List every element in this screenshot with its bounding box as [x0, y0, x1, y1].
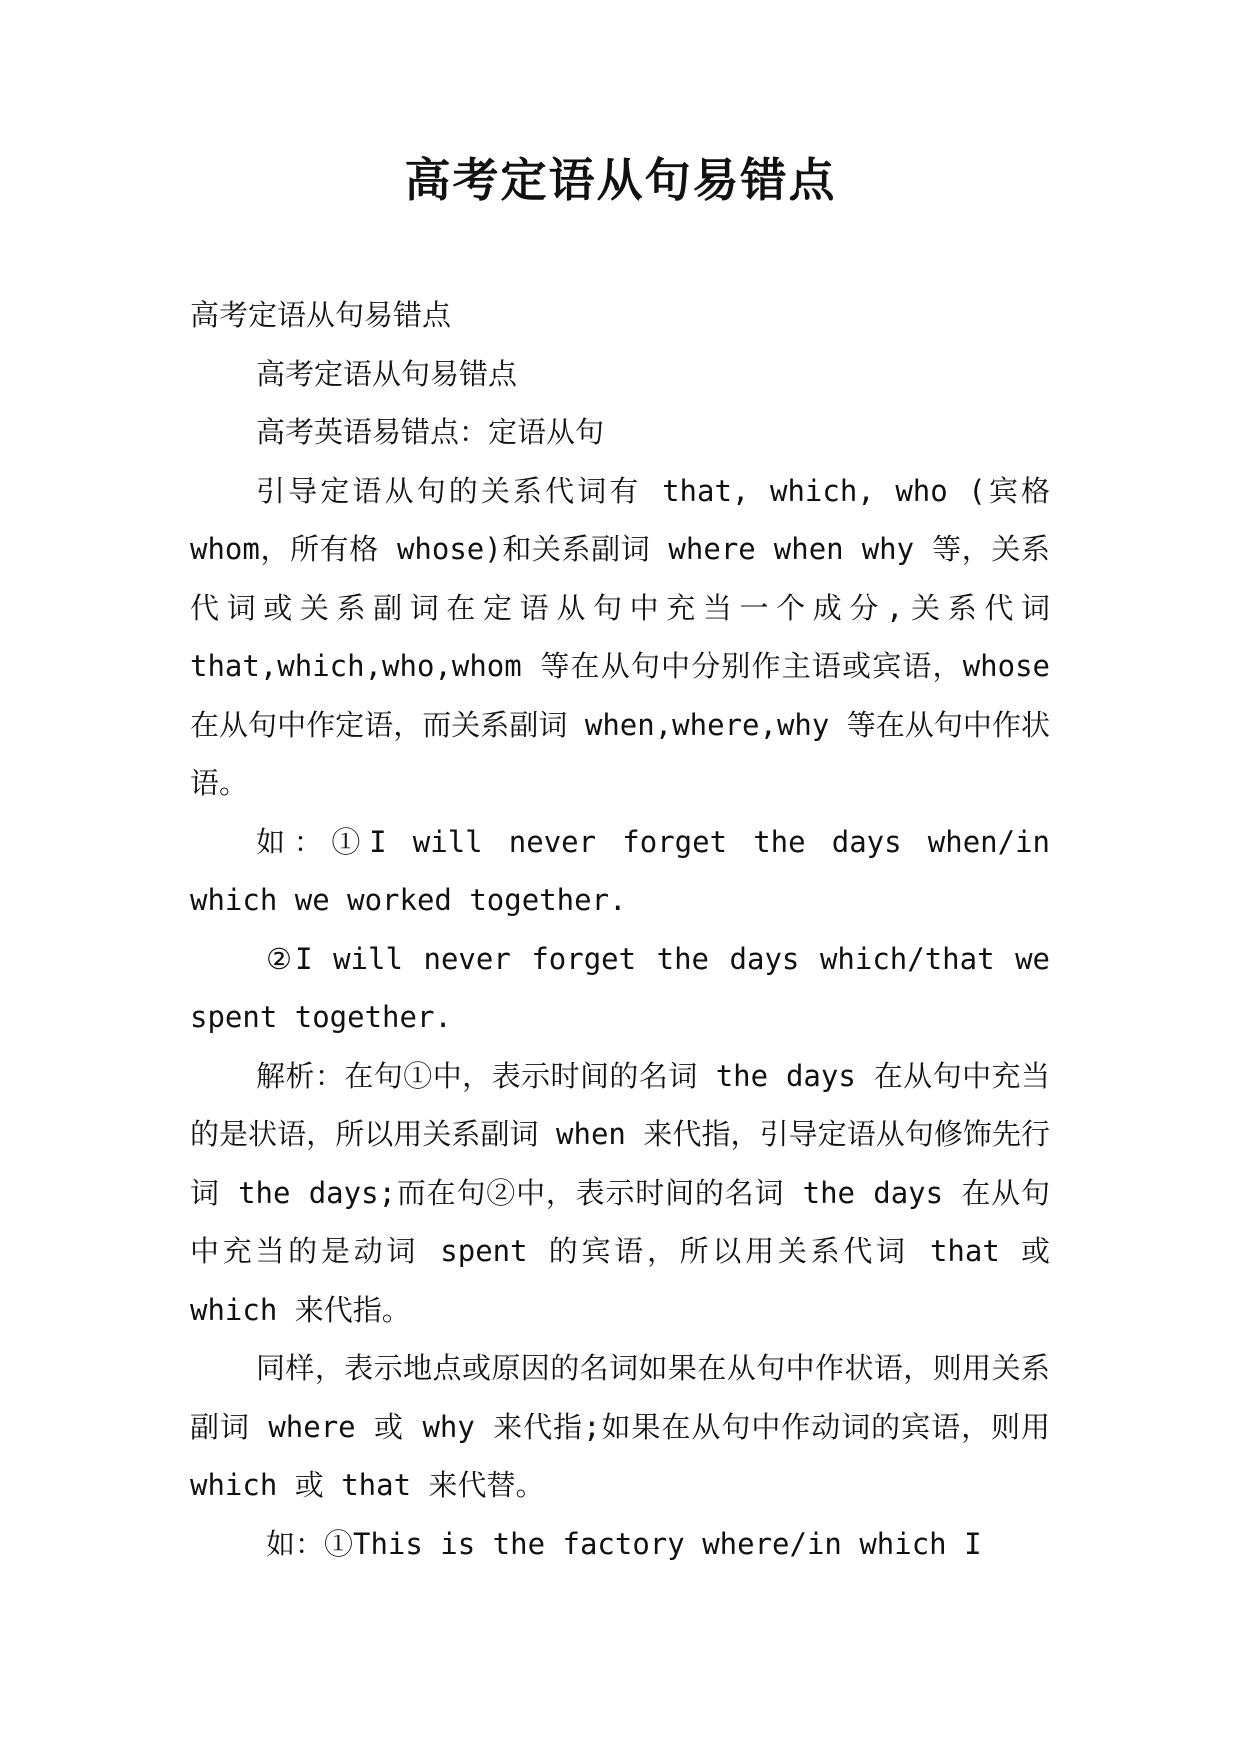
document-body — [190, 286, 1050, 1573]
paragraph-topic: 高考英语易错点：定语从句 — [256, 415, 605, 449]
paragraph-analysis: 解析：在句①中，表示时间的名词 the days 在从句中充当的是状语，所以用关系副词 when 来代指，引导定语从句修饰先行词 the days;而在句②中，表示时间的名词 the days 在从句中充当的是动词 spent 的宾语，所以用关系代词 that 或 which 来代指。 — [190, 1058, 1050, 1327]
paragraph-intro: 引导定语从句的关系代词有 that, which, who (宾格 whom，所有格 whose)和关系副词 where when why 等，关系代词或关系副词在定语从句中充当一个成分,关系代词that,which,who,whom 等在从句中分别作主语或宾语，whose 在从句中作定语，而关系副词 when,where,why 等在从句中作状语。 — [190, 473, 1050, 800]
paragraph-heading: 高考定语从句易错点 — [190, 298, 452, 332]
document-title: 高考定语从句易错点 — [404, 153, 837, 207]
paragraph-example-2: ②I will never forget the days which/that we spent together. — [190, 941, 1050, 1034]
paragraph-example-3: 如：①This is the factory where/in which I — [266, 1526, 982, 1561]
paragraph-similarly: 同样，表示地点或原因的名词如果在从句中作状语，则用关系副词 where 或 why 来代指;如果在从句中作动词的宾语，则用 which 或 that 来代替。 — [190, 1351, 1050, 1502]
paragraph-subheading: 高考定语从句易错点 — [256, 356, 518, 391]
paragraph-example-1: 如：①I will never forget the days when/in which we worked together. — [190, 824, 1050, 917]
